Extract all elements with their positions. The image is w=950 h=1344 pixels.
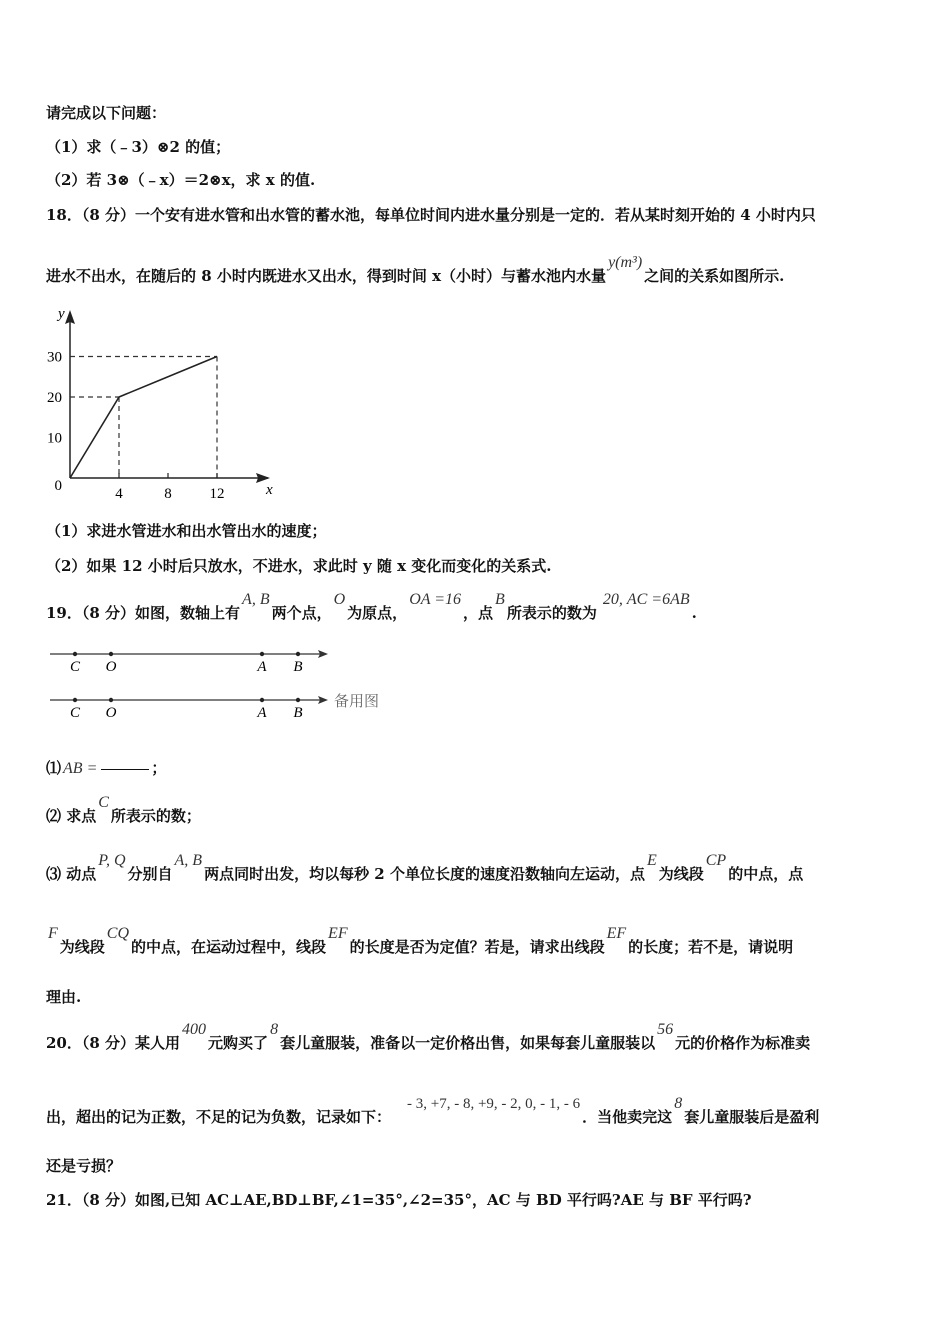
q19-p3-b: 分别自 <box>127 865 173 883</box>
q19-origin: 为原点， <box>347 604 408 622</box>
point-O-line2 <box>109 698 113 702</box>
q17-part1: （1）求（﹣3）⊗2 的值； <box>46 138 231 156</box>
q20-a: 20．（8 分）某人用 <box>46 1034 181 1052</box>
q19-dot: . <box>691 604 697 622</box>
q20-math-8: 8 <box>270 1021 279 1038</box>
q19-math-oa: OA =16 <box>409 591 462 608</box>
q19-part3 <box>46 852 804 885</box>
q19-p4-d: 的长度；若不是，请说明 <box>628 938 794 956</box>
q19-p3-d: 为线段 <box>658 865 704 883</box>
q19-p3-c: 两点同时出发，均以每秒 2 个单位长度的速度沿数轴向左运动，点 <box>204 865 645 883</box>
q20-line3: 还是亏损？ <box>46 1157 122 1175</box>
y-tick-label-30: 30 <box>47 349 62 366</box>
q20-e: 出，超出的记为正数，不足的记为负数，记录如下： <box>46 1108 392 1126</box>
y-tick-label-0: 0 <box>54 478 62 494</box>
q18-water-volume-math: y(m³) <box>608 254 643 271</box>
q19-p3-e: 的中点，点 <box>728 865 804 883</box>
q20-c: 套儿童服装，准备以一定价格出售，如果每套儿童服装以 <box>280 1034 656 1052</box>
q19-p4-math-f: F <box>48 925 58 942</box>
x-tick-label-4: 4 <box>115 486 123 502</box>
q19-math-b: B <box>495 591 505 608</box>
x-tick-label-8: 8 <box>164 486 172 502</box>
x-tick-label-12: 12 <box>209 486 225 502</box>
q19-part2 <box>46 794 201 827</box>
q18-part2: （2）如果 12 小时后只放水，不进水，求此时 y 随 x 变化而变化的关系式. <box>46 557 552 575</box>
q19-p3-math-e: E <box>646 852 657 869</box>
q20-math-400: 400 <box>182 1021 207 1038</box>
q19-part3-end: 理由. <box>46 988 82 1006</box>
q20-math-records: - 3, +7, - 8, +9, - 2, 0, - 1, - 6 <box>407 1096 581 1112</box>
spare-figure-label: 备用图 <box>334 692 380 710</box>
q19-part2-a: ⑵ 求点 <box>46 807 97 825</box>
y-tick-label-20: 20 <box>47 390 62 406</box>
point-label-O-line2: O <box>105 705 117 721</box>
q19-part2-math: C <box>98 794 109 811</box>
number-line-diagram <box>44 640 424 740</box>
q19-number: 所表示的数为 <box>506 604 597 622</box>
point-O-line1 <box>109 652 113 656</box>
point-A-line2 <box>260 698 264 702</box>
q19-line1 <box>46 591 697 624</box>
point-label-A-line1: A <box>257 659 267 675</box>
q18-line2 <box>46 254 785 287</box>
answer-blank[interactable] <box>101 769 149 770</box>
y-tick-label-10: 10 <box>47 430 62 447</box>
q20-b: 元购买了 <box>208 1034 269 1052</box>
q18-line2-b: 之间的关系如图所示. <box>644 267 785 285</box>
q21-text: 21．（8 分）如图,已知 AC⊥AE,BD⊥BF,∠1=35°,∠2=35°，AC 与 BD 平行吗?AE 与 BF 平行吗? <box>46 1191 752 1209</box>
q19-p4-c: 的长度是否为定值？若是，请求出线段 <box>349 938 605 956</box>
y-axis-label: y <box>58 306 65 322</box>
q19-p3-math-cp: CP <box>705 852 727 869</box>
q20-line2 <box>46 1095 820 1128</box>
q19-math-value: 20, AC =6AB <box>602 591 690 608</box>
q20-f: ．当他卖完这 <box>582 1108 673 1126</box>
series-segment-0 <box>70 397 119 478</box>
q19-p4-math-ef: EF <box>328 925 348 942</box>
q20-d: 元的价格作为标准卖 <box>675 1034 811 1052</box>
point-label-C-line1: C <box>69 659 81 675</box>
point-B-line1 <box>296 652 300 656</box>
q19-p3-a: ⑶ 动点 <box>46 865 97 883</box>
q20-g: 套儿童服装后是盈利 <box>684 1108 820 1126</box>
point-C-line1 <box>73 652 77 656</box>
q19-p3-math-pq: P, Q <box>98 852 126 869</box>
point-B-line2 <box>296 698 300 702</box>
q19-prefix: 19．（8 分）如图，数轴上有 <box>46 604 241 622</box>
point-label-O-line1: O <box>105 659 117 675</box>
q19-p4-a: 为线段 <box>59 938 105 956</box>
series-segment-1 <box>119 357 217 398</box>
point-label-B-line1: B <box>293 659 303 675</box>
intro-text: 请完成以下问题： <box>46 104 167 122</box>
q19-two-points: 两个点， <box>271 604 332 622</box>
x-axis-label: x <box>266 482 273 498</box>
q19-math-ab: A, B <box>242 591 270 608</box>
q19-p4-math-ef2: EF <box>606 925 627 942</box>
water-volume-chart <box>30 300 330 510</box>
q20-line1 <box>46 1021 811 1054</box>
q18-part1: （1）求进水管进水和出水管出水的速度； <box>46 522 327 540</box>
q20-math-56: 56 <box>657 1021 674 1038</box>
q18-line1: 18．（8 分）一个安有进水管和出水管的蓄水池，每单位时间内进水量分别是一定的．若从某时刻开始的 4 小时内只 <box>46 206 816 224</box>
q19-part1-num: ⑴ <box>46 759 62 777</box>
q19-math-o: O <box>333 591 346 608</box>
point-label-A-line2: A <box>257 705 267 721</box>
q19-point: ，点 <box>463 604 494 622</box>
point-label-B-line2: B <box>293 705 303 721</box>
point-A-line1 <box>260 652 264 656</box>
q19-p4-math-cq: CQ <box>106 925 130 942</box>
point-C-line2 <box>73 698 77 702</box>
q19-part1 <box>46 758 166 779</box>
point-label-C-line2: C <box>69 705 81 721</box>
q19-p4-b: 的中点，在运动过程中，线段 <box>131 938 327 956</box>
q19-part3-cont <box>46 925 794 958</box>
y-axis-arrow <box>65 310 75 324</box>
q19-p3-math-ab: A, B <box>174 852 203 869</box>
q20-math-8b: 8 <box>674 1095 683 1112</box>
q19-part1-end: ； <box>151 759 167 777</box>
q18-line2-a: 进水不出水，在随后的 8 小时内既进水又出水，得到时间 x（小时）与蓄水池内水量 <box>46 267 607 285</box>
q17-part2: （2）若 3⊗（﹣x）＝2⊗x，求 x 的值. <box>46 171 316 189</box>
q19-part2-b: 所表示的数； <box>110 807 201 825</box>
q19-part1-math: AB = <box>63 760 98 777</box>
